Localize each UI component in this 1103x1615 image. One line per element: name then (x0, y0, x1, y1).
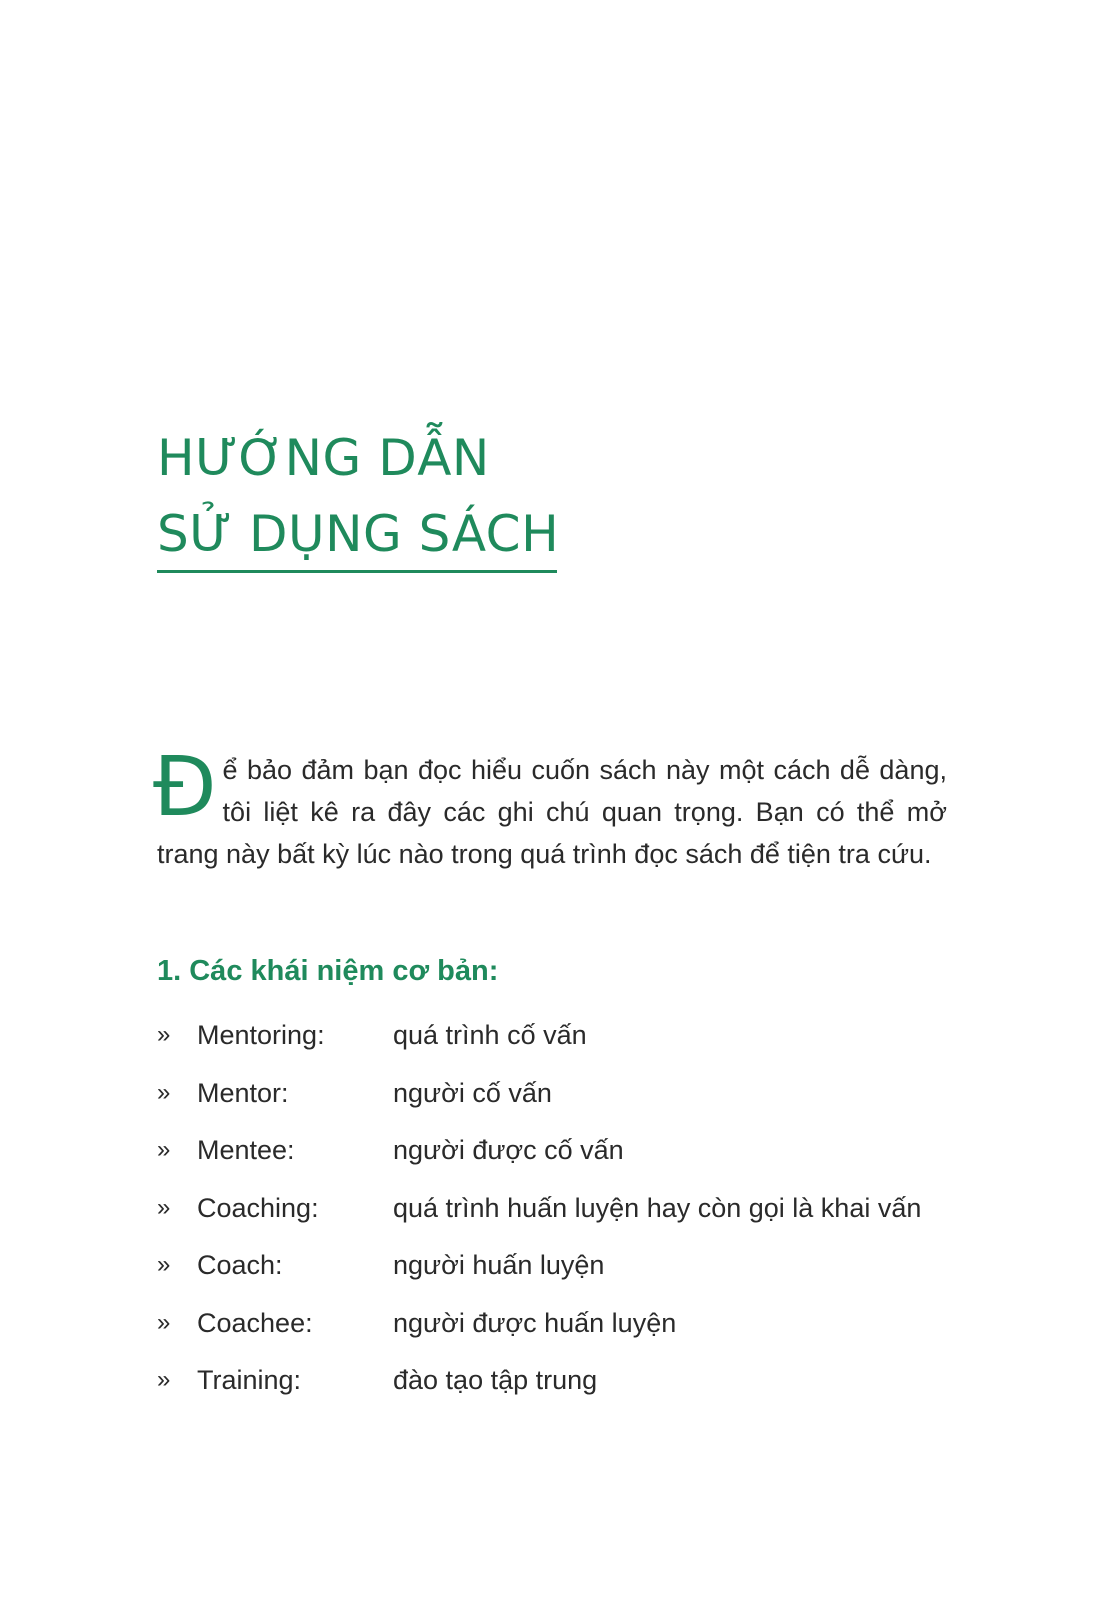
term-list (157, 1015, 957, 1418)
title-line-1: HƯỚNG DẪN (157, 429, 490, 487)
bullet-icon: » (157, 1308, 171, 1336)
drop-cap: Đ (153, 740, 217, 835)
term-definition: đào tạo tập trung (393, 1365, 598, 1395)
section-heading: 1. Các khái niệm cơ bản: (157, 955, 499, 987)
bullet-icon: » (157, 1021, 171, 1048)
list-item (157, 1188, 957, 1246)
bullet-icon: » (157, 1251, 171, 1278)
term-label: Coach: (197, 1250, 283, 1280)
term-definition: quá trình cố vấn (393, 1020, 587, 1050)
title-underline (157, 570, 557, 573)
term-label: Mentee: (197, 1135, 295, 1165)
term-label: Training: (197, 1365, 302, 1395)
page-title (157, 420, 560, 572)
bullet-icon: » (157, 1136, 171, 1163)
list-item (157, 1015, 957, 1073)
list-item (157, 1303, 957, 1361)
term-label: Coaching: (197, 1192, 319, 1223)
term-definition: người được cố vấn (393, 1135, 624, 1165)
term-label: Mentoring: (197, 1020, 325, 1050)
term-definition: người cố vấn (393, 1077, 552, 1108)
term-label: Coachee: (197, 1307, 313, 1338)
term-label: Mentor: (197, 1077, 289, 1108)
intro-text: ể bảo đảm bạn đọc hiểu cuốn sách này một cách dễ dàng, tôi liệt kê ra đây các ghi chú quan trọng. Bạn có thể mở trang này bất kỳ lúc nào trong quá trình đọc sách để tiện tra cứu. (157, 755, 947, 869)
list-item (157, 1245, 957, 1303)
bullet-icon: » (157, 1078, 171, 1106)
term-definition: người được huấn luyện (393, 1307, 677, 1338)
list-item (157, 1130, 957, 1188)
list-item (157, 1360, 957, 1418)
term-definition: quá trình huấn luyện hay còn gọi là khai vấn (393, 1192, 922, 1223)
intro-paragraph (153, 740, 947, 875)
bullet-icon: » (157, 1366, 171, 1393)
list-item (157, 1073, 957, 1131)
title-line-2: SỬ DỤNG SÁCH (157, 505, 560, 563)
bullet-icon: » (157, 1193, 171, 1221)
term-definition: người huấn luyện (393, 1250, 605, 1280)
